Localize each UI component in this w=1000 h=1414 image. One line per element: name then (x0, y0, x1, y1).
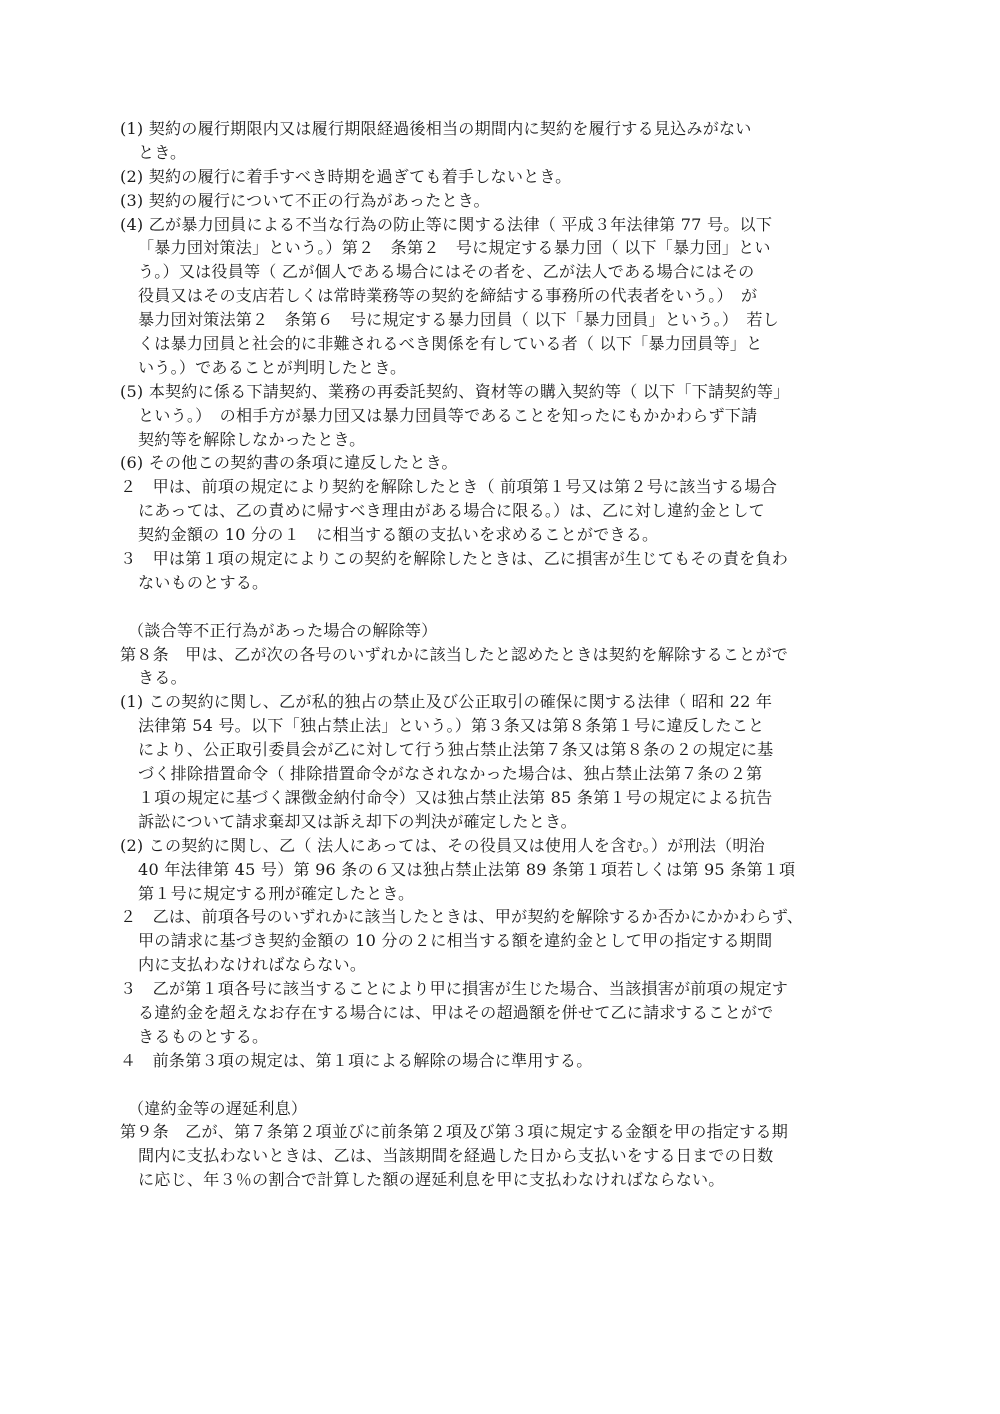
paragraph (120, 977, 892, 1049)
list-item-line: (6) その他この契約書の条項に違反したとき。 (120, 453, 458, 473)
paragraph-line: ２ 甲は、前項の規定により契約を解除したとき（ 前項第１号又は第２号に該当する場合 (120, 477, 778, 497)
paragraph-line: る違約金を超えなお存在する場合には、甲はその超過額を併せて乙に請求することがで (138, 1002, 774, 1022)
list-item-line: (5) 本契約に係る下請契約、業務の再委託契約、資材等の購入契約等（ 以下「下請契約等」 (120, 381, 790, 401)
list-item-line: 「暴力団対策法」という。）第２ 条第２ 号に規定する暴力団（ 以下「暴力団」とい (138, 238, 771, 258)
list-item (120, 380, 892, 452)
list-item (120, 165, 892, 189)
list-item-line: 第１号に規定する刑が確定したとき。 (138, 883, 415, 903)
list-item-line: (2) 契約の履行に着手すべき時期を過ぎても着手しないとき。 (120, 166, 572, 186)
article-line: に応じ、年３％の割合で計算した額の遅延利息を甲に支払わなければならない。 (138, 1170, 725, 1190)
list-item-line: いう。）であることが判明したとき。 (138, 357, 407, 377)
section-spacer (120, 595, 892, 619)
paragraph (120, 1049, 892, 1073)
list-item-line: くは暴力団員と社会的に非難されるべき関係を有している者（ 以下「暴力団員等」と (138, 334, 763, 354)
article (120, 1120, 892, 1192)
list-item (120, 117, 892, 165)
list-item-line: 法律第 54 号。以下「独占禁止法」という。）第３条又は第８条第１号に違反したこと (138, 716, 765, 736)
paragraph-line: ないものとする。 (138, 572, 269, 592)
list-item-line: づく排除措置命令（ 排除措置命令がなされなかった場合は、独占禁止法第７条の２第 (138, 764, 763, 784)
list-item-line: う。）又は役員等（ 乙が個人である場合にはその者を、乙が法人である場合にはその (138, 262, 755, 282)
paragraph-line: 甲の請求に基づき契約金額の 10 分の２に相当する額を違約金として甲の指定する期間 (138, 931, 773, 951)
article-line: 第９条 乙が、第７条第２項並びに前条第２項及び第３項に規定する金額を甲の指定する期 (120, 1122, 789, 1142)
paragraph (120, 547, 892, 595)
list-item-line: (4) 乙が暴力団員による不当な行為の防止等に関する法律（ 平成３年法律第 77 号。以下 (120, 214, 773, 234)
list-item (120, 189, 892, 213)
paragraph-line: ４ 前条第３項の規定は、第１項による解除の場合に準用する。 (120, 1050, 593, 1070)
paragraph (120, 905, 892, 977)
list-item-line: (1) この契約に関し、乙が私的独占の禁止及び公正取引の確保に関する法律（ 昭和 22 年 (120, 692, 773, 712)
section-spacer (120, 1073, 892, 1097)
list-item-line: １項の規定に基づく課徴金納付命令）又は独占禁止法第 85 条第１号の規定による抗告 (138, 787, 773, 807)
paragraph-line: きるものとする。 (138, 1026, 269, 1046)
list-item (120, 451, 892, 475)
paragraph-line: ２ 乙は、前項各号のいずれかに該当したときは、甲が契約を解除するか否かにかかわらず、 (120, 907, 804, 927)
list-item-line: とき。 (138, 142, 187, 162)
list-item-line: 役員又はその支店若しくは常時業務等の契約を締結する事務所の代表者をいう。） が (138, 286, 758, 306)
list-item-line: 契約等を解除しなかったとき。 (138, 429, 366, 449)
paragraph-line: 内に支払わなければならない。 (138, 955, 367, 975)
list-item-line: 暴力団対策法第２ 条第６ 号に規定する暴力団員（ 以下「暴力団員」という。） 若し (138, 310, 779, 330)
article-line: きる。 (138, 668, 187, 688)
paragraph (120, 475, 892, 547)
article-line: 第８条 甲は、乙が次の各号のいずれかに該当したと認めたときは契約を解除することがで (120, 644, 789, 664)
article (120, 643, 892, 691)
list-item (120, 213, 892, 380)
paragraph-line: にあっては、乙の責めに帰すべき理由がある場合に限る。）は、乙に対し違約金として (138, 501, 765, 521)
paragraph-line: ３ 甲は第１項の規定によりこの契約を解除したときは、乙に損害が生じてもその責を負わ (120, 549, 789, 569)
list-item-line: (2) この契約に関し、乙（ 法人にあっては、その役員又は使用人を含む。）が刑法（明治 (120, 835, 765, 855)
paragraph-line: ３ 乙が第１項各号に該当することにより甲に損害が生じた場合、当該損害が前項の規定す (120, 979, 789, 999)
list-item-line: により、公正取引委員会が乙に対して行う独占禁止法第７条又は第８条の２の規定に基 (138, 740, 774, 760)
list-item (120, 690, 892, 833)
list-item-line: 40 年法律第 45 号）第 96 条の６又は独占禁止法第 89 条第１項若しくは第 95 条第１項 (138, 859, 796, 879)
document-body (120, 117, 892, 1192)
section-heading: （談合等不正行為があった場合の解除等） (128, 620, 438, 640)
article-line: 間内に支払わないときは、乙は、当該期間を経過した日から支払いをする日までの日数 (138, 1146, 774, 1166)
list-item-line: 訴訟について請求棄却又は訴え却下の判決が確定したとき。 (138, 811, 577, 831)
paragraph-line: 契約金額の 10 分の１ に相当する額の支払いを求めることができる。 (138, 525, 659, 545)
list-item-line: (3) 契約の履行について不正の行為があったとき。 (120, 190, 490, 210)
section-heading: （違約金等の遅延利息） (128, 1098, 308, 1118)
list-item (120, 834, 892, 906)
list-item-line: という。） の相手方が暴力団又は暴力団員等であることを知ったにもかかわらず下請 (138, 405, 758, 425)
list-item-line: (1) 契約の履行期限内又は履行期限経過後相当の期間内に契約を履行する見込みがない (120, 119, 752, 138)
